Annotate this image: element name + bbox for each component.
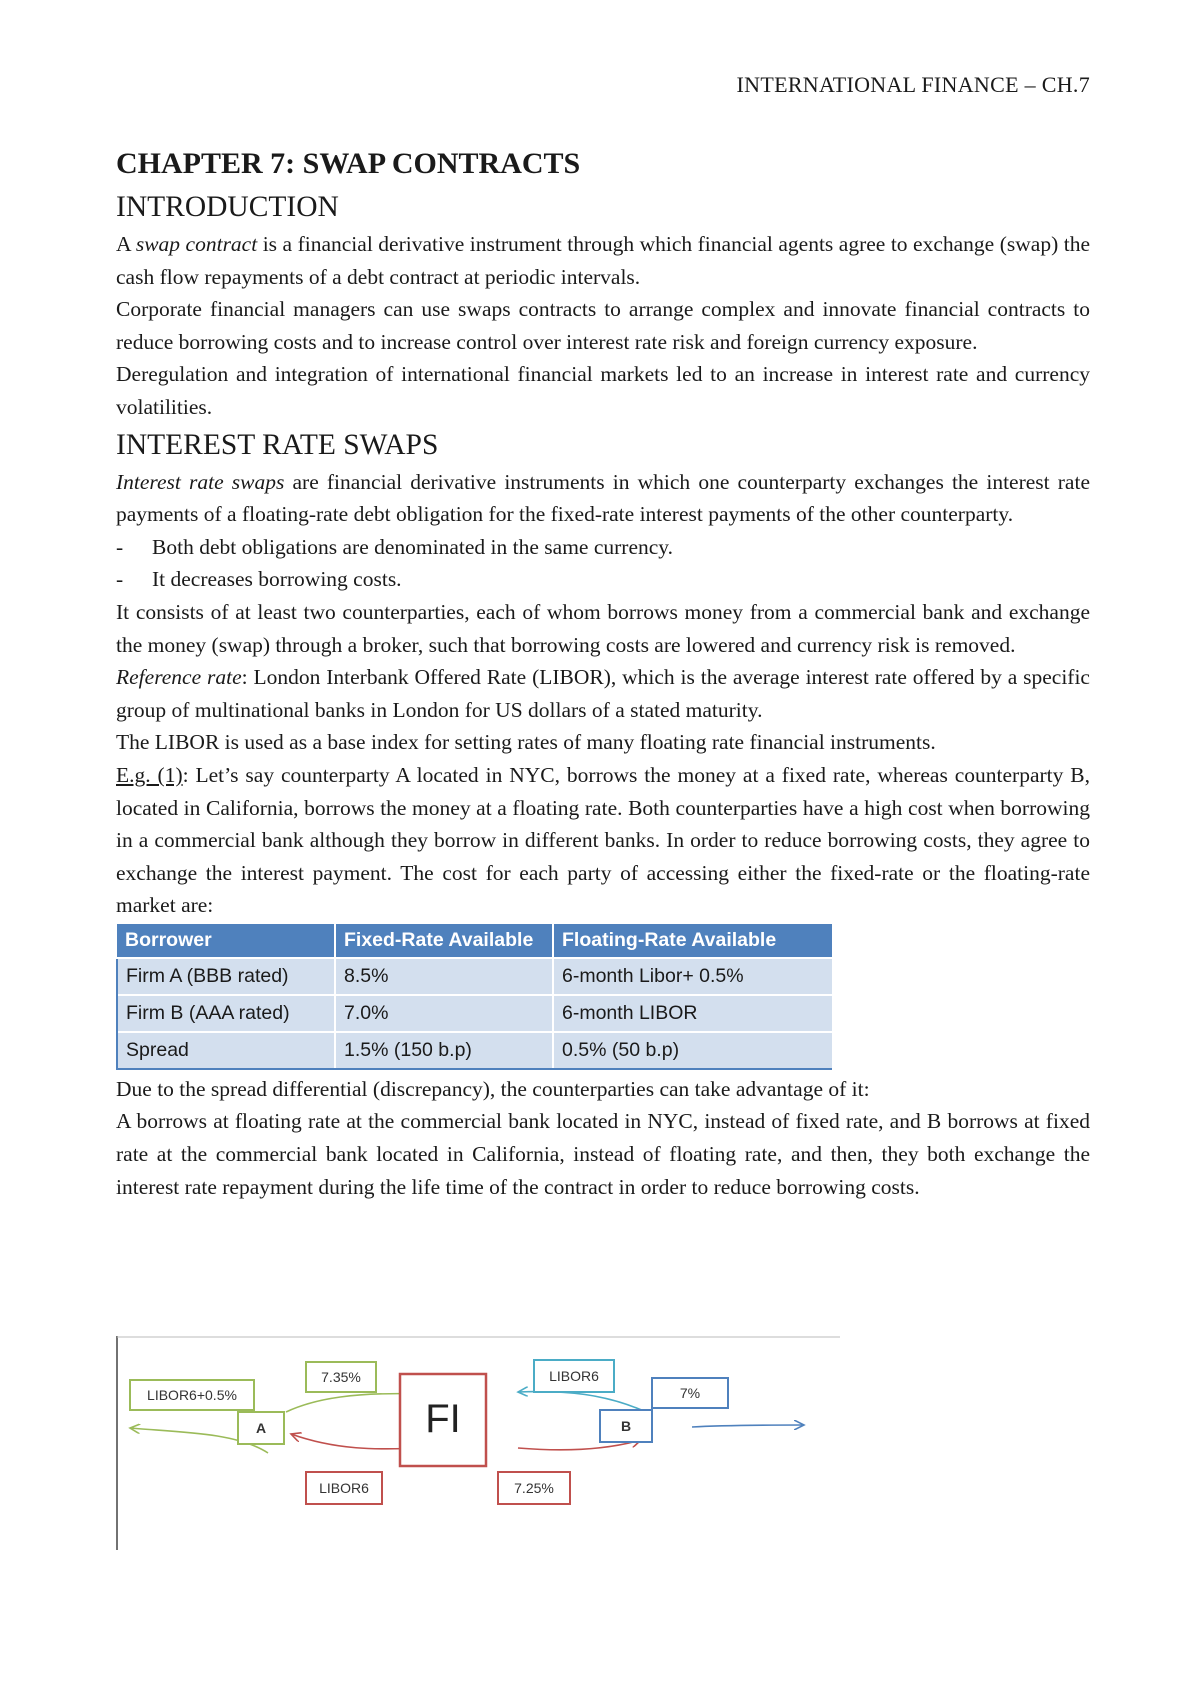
intro-p1-post: is a financial derivative instrument through which financial agents agree to exchange (swap) the cash flow repayments of a debt contract at periodic intervals.: [116, 232, 1090, 289]
chapter-title: CHAPTER 7: SWAP CONTRACTS: [116, 147, 581, 180]
label-a-to-fi: 7.35%: [321, 1369, 361, 1385]
table-row: [117, 995, 832, 1032]
intro-paragraph-1: [116, 228, 1090, 293]
irs-definition: [116, 466, 1090, 531]
label-fi-to-a: LIBOR6: [319, 1480, 369, 1496]
term-reference-rate: Reference rate: [116, 665, 242, 690]
label-b-to-fi: LIBOR6: [549, 1368, 599, 1384]
table-cell: 6-month Libor+ 0.5%: [553, 958, 832, 995]
bullet-text: It decreases borrowing costs.: [152, 567, 402, 592]
table-cell: Firm A (BBB rated): [117, 958, 335, 995]
example-paragraph: [116, 759, 1090, 922]
section-heading-introduction: INTRODUCTION: [116, 191, 339, 223]
bullet-text: Both debt obligations are denominated in the same currency.: [152, 534, 674, 559]
intro-p1-pre: A: [116, 232, 136, 256]
intro-paragraph-3: Deregulation and integration of international financial markets led to an increase in interest rate and currency volatilities.: [116, 362, 1090, 419]
borrowing-cost-table: [116, 924, 832, 1070]
table-cell: 1.5% (150 b.p): [335, 1032, 553, 1069]
spread-paragraph: Due to the spread differential (discrepancy), the counterparties can take advantage of it:: [116, 1076, 870, 1101]
term-swap-contract: swap contract: [135, 232, 258, 256]
example-label: E.g. (1): [116, 762, 183, 787]
arrow-b-to-fi: [518, 1392, 646, 1412]
example-text: : Let’s say counterparty A located in NYC, borrows the money at a fixed rate, whereas counterparty B, located in California, borrows the money at a floating rate. Both counterparties have a high cost when borrowing in a commercial bank although they borrow in different banks. In order to reduce borrowing costs, they agree to exchange the interest payment. The cost for each party of accessing either the fixed-rate or the floating-rate market are:: [116, 762, 1091, 918]
table-row: [117, 1032, 832, 1069]
node-b-label: B: [620, 1418, 632, 1434]
table-cell: 6-month LIBOR: [553, 995, 832, 1032]
node-a-label: A: [255, 1420, 267, 1436]
node-fi-label: FI: [425, 1397, 461, 1441]
label-a-market: LIBOR6+0.5%: [147, 1387, 237, 1403]
label-fi-to-b: 7.25%: [514, 1480, 554, 1496]
section-heading-interest-rate-swaps: INTEREST RATE SWAPS: [116, 428, 439, 461]
table-cell: 0.5% (50 b.p): [553, 1032, 832, 1069]
table-cell: Firm B (AAA rated): [117, 995, 335, 1032]
table-cell: 7.0%: [335, 995, 553, 1032]
table-cell: Spread: [117, 1032, 335, 1069]
page-content: [116, 142, 1090, 1203]
column-header: Floating-Rate Available: [553, 924, 832, 958]
reference-rate-paragraph: [116, 661, 1090, 726]
swap-flow-diagram: [116, 1336, 840, 1550]
irs-definition-text: are financial derivative instruments in which one counterparty exchanges the interest rate payments of a floating-rate debt obligation for the fixed-rate interest payments of the other counterparty.: [116, 469, 1090, 527]
table-header-row: [117, 924, 832, 958]
bullet-item: - Both debt obligations are denominated in the same currency.: [116, 531, 1090, 564]
column-header: Fixed-Rate Available: [335, 924, 553, 958]
column-header: Borrower: [117, 924, 335, 958]
table-cell: 8.5%: [335, 958, 553, 995]
borrowing-paragraph: A borrows at floating rate at the commercial bank located in NYC, instead of fixed rate, and B borrows at fixed rate at the commercial bank located in California, instead of floating rate, and then, they both exchange the interest rate repayment during the life time of the contract in order to reduce borrowing costs.: [116, 1109, 1090, 1199]
table-row: [117, 958, 832, 995]
label-b-market: 7%: [679, 1385, 701, 1401]
bullet-item: - It decreases borrowing costs.: [116, 563, 1090, 596]
arrow-b-to-market: [692, 1425, 804, 1427]
term-interest-rate-swaps: Interest rate swaps: [116, 469, 285, 494]
irs-consists-paragraph: It consists of at least two counterparties, each of whom borrows money from a commercial bank and exchange the money (swap) through a broker, such that borrowing costs are lowered and currency risk is removed.: [116, 599, 1090, 657]
intro-paragraph-2: Corporate financial managers can use swaps contracts to arrange complex and innovate financial contracts to reduce borrowing costs and to increase control over interest rate risk and foreign currency exposure.: [116, 297, 1090, 354]
libor-paragraph: The LIBOR is used as a base index for setting rates of many floating rate financial instruments.: [116, 730, 936, 755]
running-header: INTERNATIONAL FINANCE – CH.7: [736, 72, 1090, 97]
reference-rate-text: : London Interbank Offered Rate (LIBOR), which is the average interest rate offered by a specific group of multinational banks in London for US dollars of a stated maturity.: [116, 665, 1090, 722]
